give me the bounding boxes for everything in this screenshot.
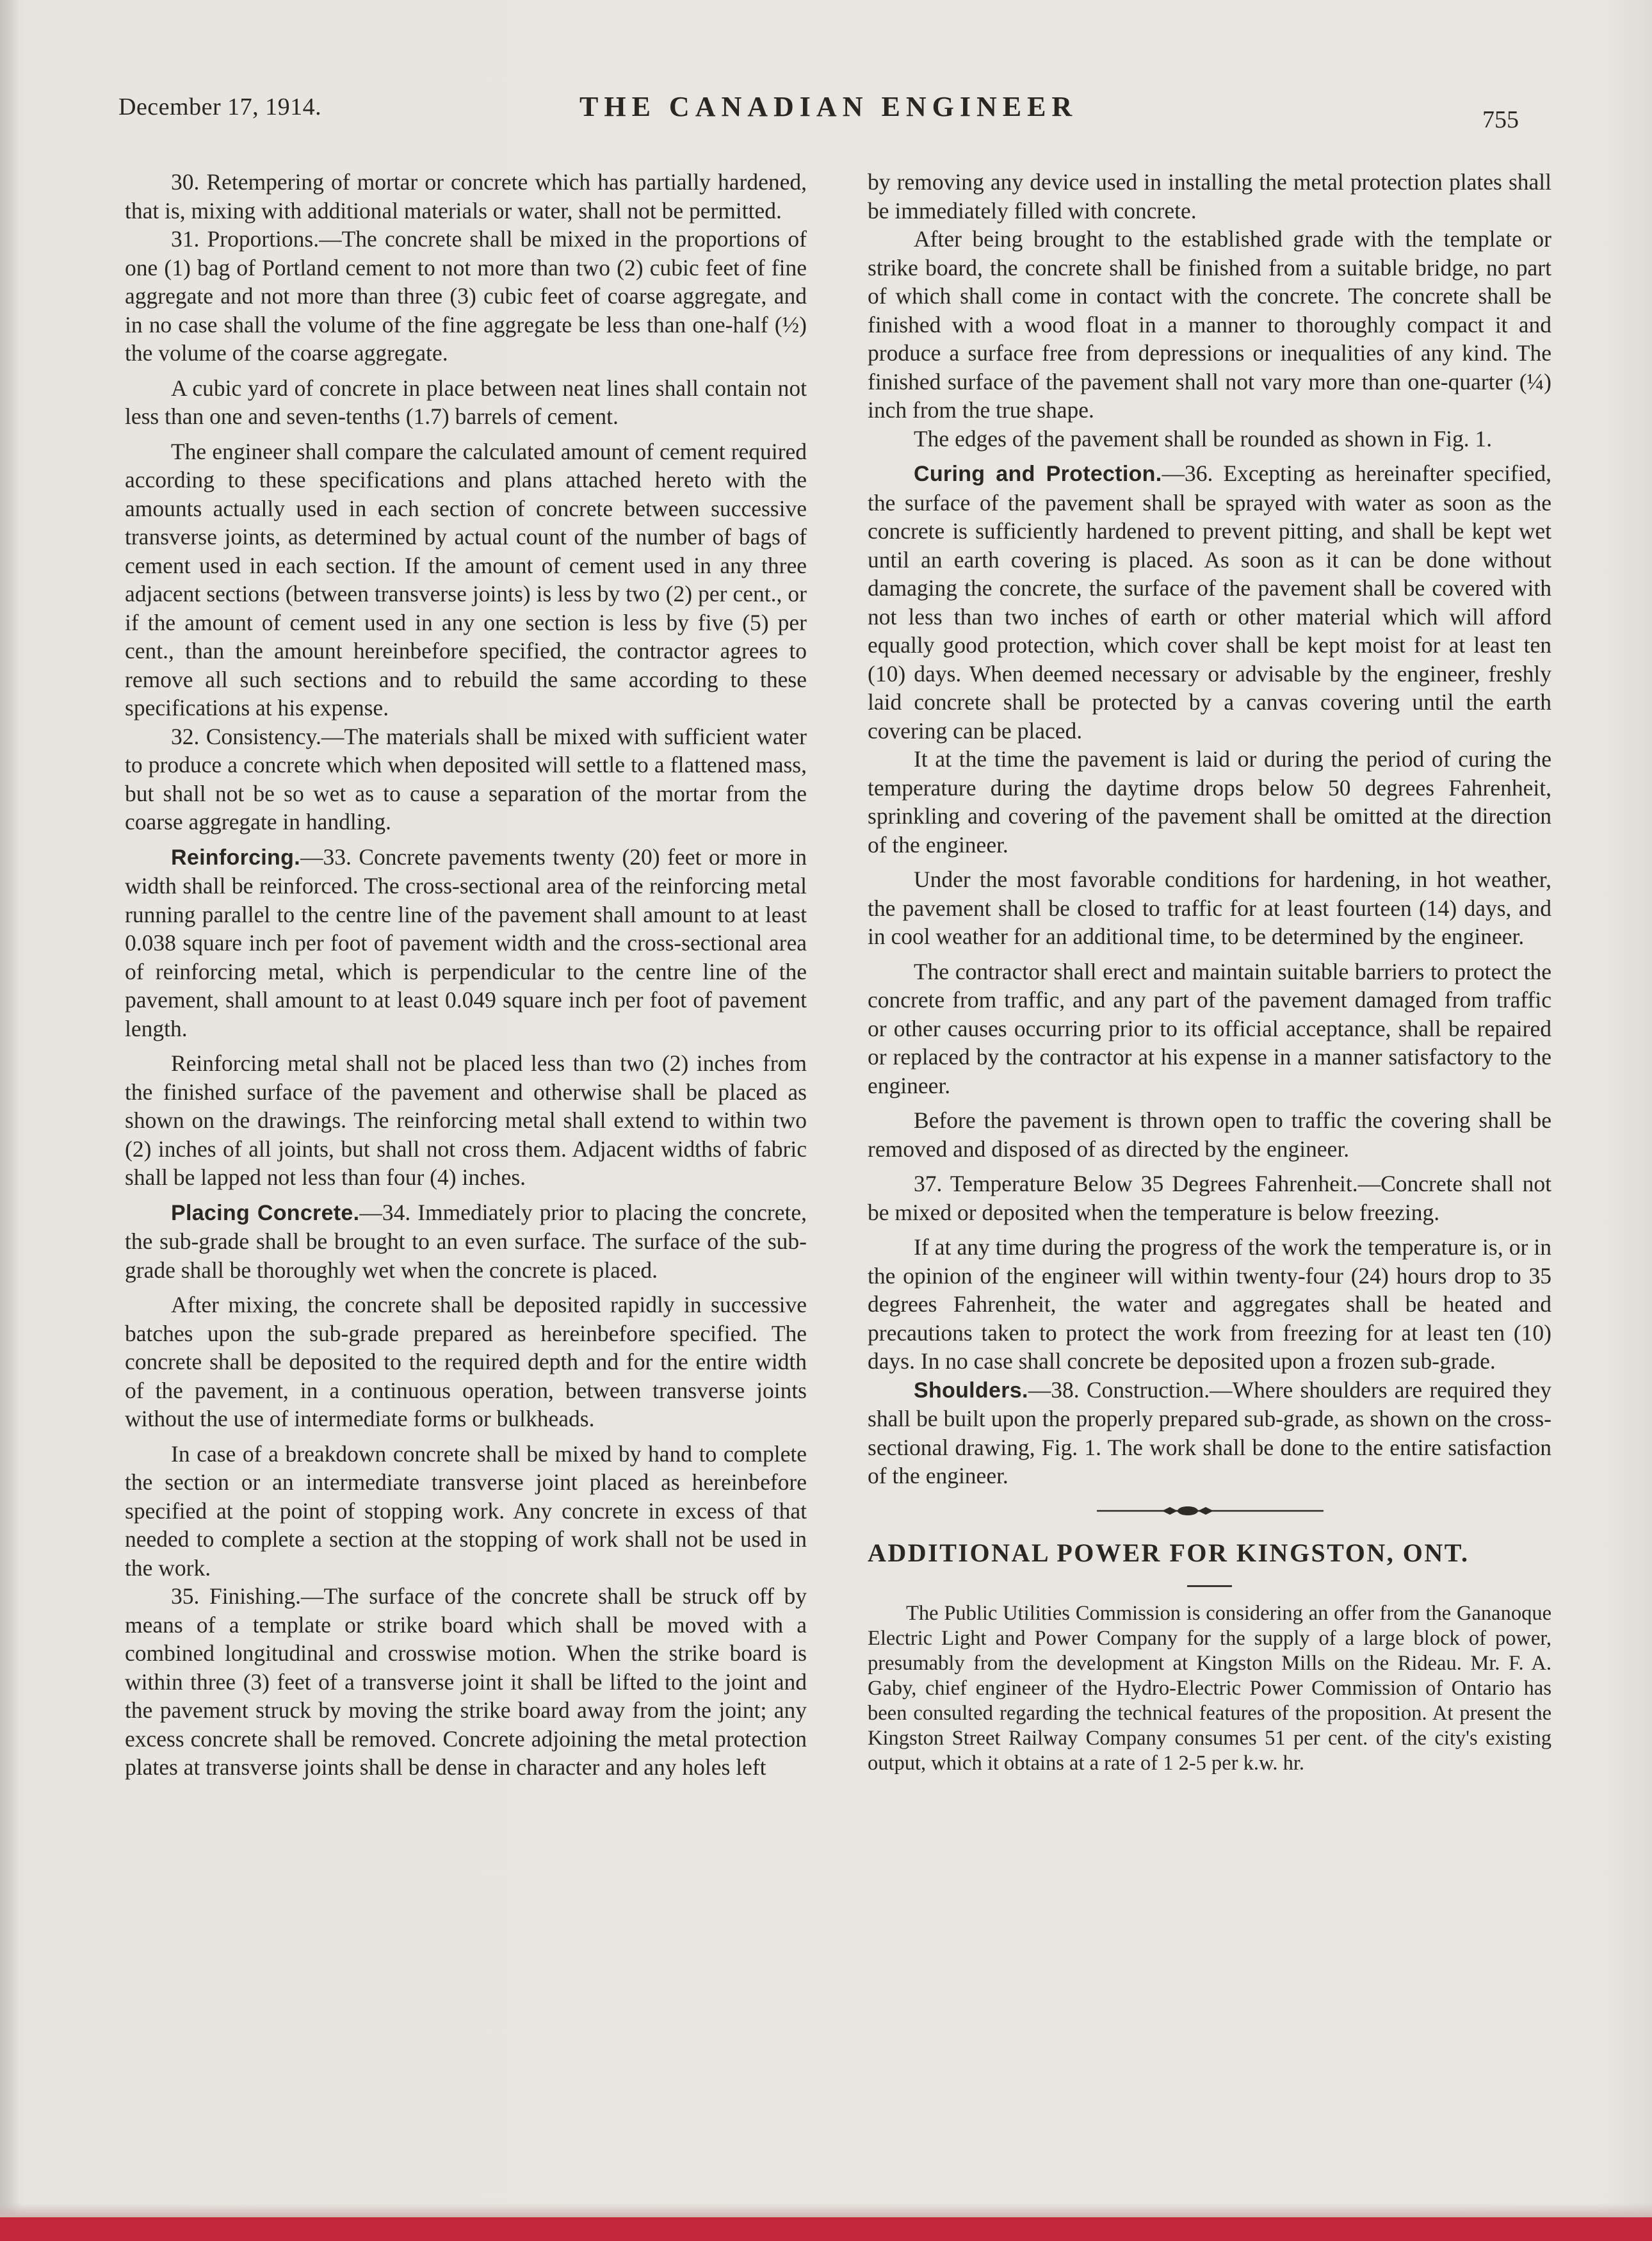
paragraph-35: 35. Finishing.—The surface of the concrete shall be struck off by means of a template or strike board which shall be moved with a combined longitudinal and crosswise motion. When the strike board is within three (3) feet of a transverse joint it shall be lifted to the joint and the pavement struck by moving the strike board away from the joint; any excess concrete shall be removed. Concrete adjoining the metal protection plates at transverse joints shall be dense in character and any holes left [125,1583,807,1780]
article-title: ADDITIONAL POWER FOR KINGSTON, ONT. [868,1538,1470,1567]
section-heading-reinforcing: Reinforcing. [171,845,300,870]
paragraph-35-edges: The edges of the pavement shall be rounded as shown in Fig. 1. [914,425,1493,452]
paragraph-33 [125,843,807,1043]
paragraph-30: 30. Retempering of mortar or concrete which has partially hardened, that is, mixing with additional materials or water, shall not be permitted. [125,169,807,224]
paragraph-36-barriers: The contractor shall erect and maintain suitable barriers to protect the concrete from traffic, and any part of the pavement damaged from traffic or other causes occurring prior to its official acceptance, shall be repaired or replaced by the contractor at his expense in a manner satisfactory to the engineer. [868,958,1551,1098]
paragraph-33-text: —33. Concrete pavements twenty (20) feet or more in width shall be reinforced. The cross-sectional area of the reinforcing metal running parallel to the centre line of the pavement shall amount to at least 0.038 square inch per foot of pavement width and the cross-sectional area of reinforcing metal, which is perpendicular to the centre line of the pavement, shall amount to at least 0.049 square inch per foot of pavement length. [125,843,807,1041]
paragraph-32: 32. Consistency.—The materials shall be mixed with sufficient water to produce a concrete which when deposited will settle to a flattened mass, but shall not be so wet as to cause a separation of the mortar from the coarse aggregate in handling. [125,723,807,835]
paragraph-36-temperature: It at the time the pavement is laid or during the period of curing the temperature during the daytime drops below 50 degrees Fahrenheit, sprinkling and covering of the pavement shall be omitted at the direction of the engineer. [868,746,1551,858]
paragraph-35-continued: by removing any device used in installing the metal protection plates shall be immediately filled with concrete. [868,169,1551,224]
article-body: The Public Utilities Commission is considering an offer from the Gananoque Electric Light and Power Company for the supply of a large block of power, presumably from the development at Kingston Mills on the Rideau. Mr. F. A. Gaby, chief engineer of the Hydro-Electric Power Commission of Ontario has been consulted regarding the technical features of the proposition. At present the Kingston Street Railway Company consumes 51 per cent. of the city's existing output, which it obtains at a rate of 1 2-5 per k.w. hr. [868,1601,1551,1775]
left-column [125,168,807,1782]
paragraph-31-cubic-yard: A cubic yard of concrete in place between neat lines shall contain not less than one and seven-tenths (1.7) barrels of cement. [125,375,807,429]
paragraph-34-text: —34. Immediately prior to placing the concrete, the sub-grade shall be brought to an even surface. The surface of the sub-grade shall be thoroughly wet when the concrete is placed. [125,1199,807,1283]
section-heading-curing: Curing and Protection. [914,462,1162,486]
paragraph-34-mixing: After mixing, the concrete shall be deposited rapidly in successive batches upon the sub-grade prepared as hereinbefore specified. The concrete shall be deposited to the required depth and for the entire width of the pavement, in a continuous operation, between transverse joints without the use of intermediate forms or bulkheads. [125,1292,807,1431]
section-heading-shoulders: Shoulders. [914,1378,1028,1403]
paragraph-37-precautions: If at any time during the progress of the work the temperature is, or in the opinion of the engineer will within twenty-four (24) hours drop to 35 degrees Fahrenheit, the water and aggregates shall be heated and precautions taken to protect the work from freezing for at least ten (10) days. In no case shall concrete be deposited upon a frozen sub-grade. [868,1234,1551,1374]
right-column [868,168,1551,1776]
paragraph-36-text: —36. Excepting as hereinafter specified, the surface of the pavement shall be sprayed with water as soon as the concrete is sufficiently hardened to prevent pitting, and shall be kept wet until an earth covering is placed. As soon as it can be done without damaging the concrete, the surface of the pavement shall be covered with not less than two inches of earth or other material which will afford equally good protection, which cover shall be kept moist for at least ten (10) days. When deemed necessary or advisable by the engineer, freshly laid concrete shall be protected by a canvas covering until the earth covering can be placed. [868,460,1551,744]
page-number: 755 [1482,106,1519,133]
paragraph-31-engineer: The engineer shall compare the calculated amount of cement required according to these specifications and plans attached hereto with the amounts actually used in each section of concrete between successive transverse joints, as determined by actual count of the number of bags of cement used in each section. If the amount of cement used in any three adjacent sections (between transverse joints) is less by two (2) per cent., or if the amount of cement used in any one section is less by five (5) per cent., than the amount hereinbefore specified, the contractor agrees to remove all such sections and to rebuild the same according to these specifications at his expense. [125,438,807,721]
title-rule [1187,1585,1232,1587]
paragraph-34-breakdown: In case of a breakdown concrete shall be mixed by hand to complete the section or an intermediate transverse joint placed as hereinbefore specified at the point of stopping work. Any concrete in excess of that needed to complete a section at the stopping of work shall not be used in the work. [125,1440,807,1581]
spine-shadow [0,0,19,2241]
paragraph-34 [125,1198,807,1285]
section-heading-placing-concrete: Placing Concrete. [171,1200,360,1225]
header-date: December 17, 1914. [118,94,322,120]
ornament-divider [868,1504,1551,1517]
bottom-edge [0,2217,1652,2241]
paragraph-38-text: —38. Construction.—Where shoulders are required they shall be built upon the properly prepared sub-grade, as shown on the cross-sectional drawing, Fig. 1. The work shall be done to the entire satisfaction of the engineer. [868,1376,1551,1488]
paragraph-31: 31. Proportions.—The concrete shall be mixed in the proportions of one (1) bag of Portland cement to not more than two (2) cubic feet of fine aggregate and not more than three (3) cubic feet of coarse aggregate, and in no case shall the volume of the fine aggregate be less than one-half (½) the volume of the coarse aggregate. [125,226,807,366]
page-header [118,93,1537,138]
paragraph-35-grade: After being brought to the established grade with the template or strike board, the concrete shall be finished from a suitable bridge, no part of which shall come in contact with the concrete. The concrete shall be finished with a wood float in a manner to thoroughly compact it and produce a surface free from depressions or inequalities of any kind. The finished surface of the pavement shall not vary more than one-quarter (¼) inch from the true shape. [868,226,1551,423]
paragraph-36 [868,459,1551,745]
journal-title: THE CANADIAN ENGINEER [579,91,1078,122]
bottom-edge-fade [0,2203,1652,2217]
paragraph-38 [868,1376,1551,1490]
paragraph-36-hardening: Under the most favorable conditions for hardening, in hot weather, the pavement shall be closed to traffic for at least fourteen (14) days, and in cool weather for an additional time, to be determined by the engineer. [868,867,1551,949]
paragraph-36-covering: Before the pavement is thrown open to traffic the covering shall be removed and disposed of as directed by the engineer. [868,1107,1551,1162]
paragraph-33-placement: Reinforcing metal shall not be placed less than two (2) inches from the finished surface of the pavement and otherwise shall be placed as shown on the drawings. The reinforcing metal shall extend to within two (2) inches of all joints, but shall not cross them. Adjacent widths of fabric shall be lapped not less than four (4) inches. [125,1050,807,1190]
paragraph-37: 37. Temperature Below 35 Degrees Fahrenheit.—Concrete shall not be mixed or deposited when the temperature is below freezing. [868,1171,1551,1225]
